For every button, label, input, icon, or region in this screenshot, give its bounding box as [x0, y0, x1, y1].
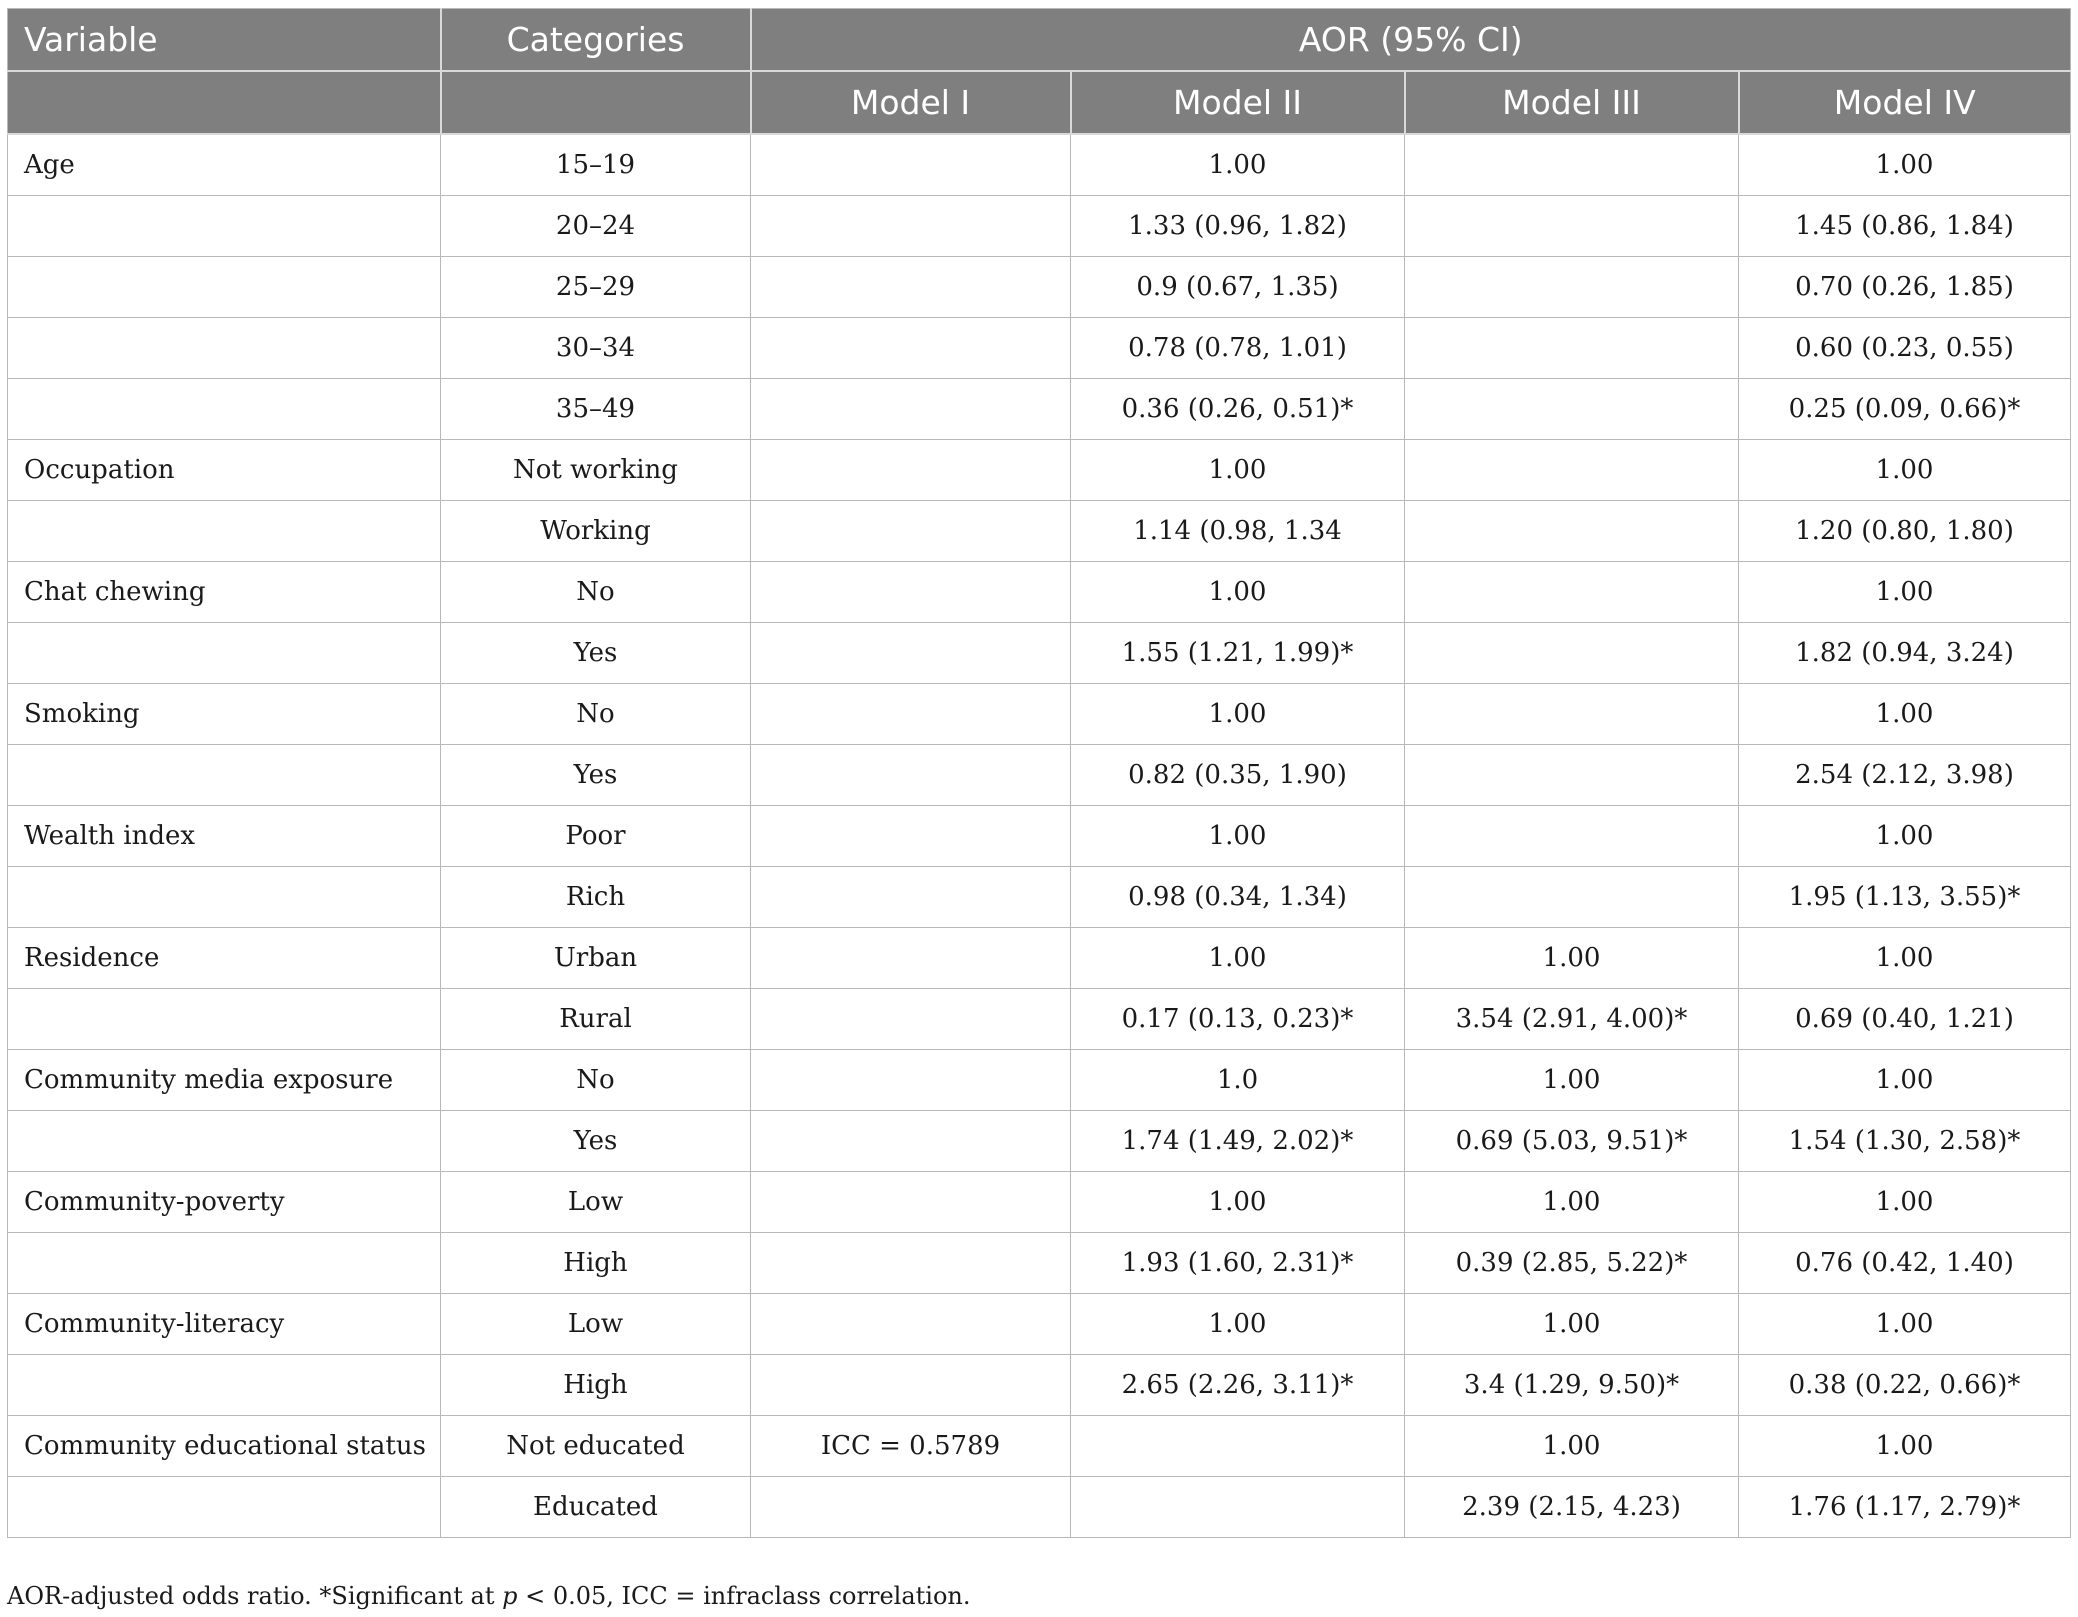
cell-model-2: 2.65 (2.26, 3.11)* — [1071, 1355, 1405, 1416]
cell-model-4: 1.45 (0.86, 1.84) — [1739, 196, 2071, 257]
footnote-part-2: < 0.05, ICC = infraclass correlation. — [517, 1582, 971, 1610]
cell-model-4: 1.00 — [1739, 1172, 2071, 1233]
cell-category: 20–24 — [441, 196, 751, 257]
cell-model-2: 1.00 — [1071, 1294, 1405, 1355]
table-row — [8, 379, 2071, 440]
cell-model-3: 0.39 (2.85, 5.22)* — [1405, 1233, 1739, 1294]
cell-category: Low — [441, 1294, 751, 1355]
table-row — [8, 257, 2071, 318]
cell-category: Educated — [441, 1477, 751, 1538]
cell-model-2: 1.33 (0.96, 1.82) — [1071, 196, 1405, 257]
cell-model-1 — [751, 867, 1071, 928]
cell-category: 30–34 — [441, 318, 751, 379]
cell-model-1 — [751, 379, 1071, 440]
cell-model-4: 0.60 (0.23, 0.55) — [1739, 318, 2071, 379]
cell-category: Not educated — [441, 1416, 751, 1477]
cell-category: Rural — [441, 989, 751, 1050]
cell-variable — [8, 745, 441, 806]
cell-model-1 — [751, 134, 1071, 196]
table-row — [8, 562, 2071, 623]
cell-category: No — [441, 1050, 751, 1111]
cell-model-1 — [751, 806, 1071, 867]
cell-model-3 — [1405, 745, 1739, 806]
cell-model-3: 1.00 — [1405, 1050, 1739, 1111]
cell-model-4: 0.76 (0.42, 1.40) — [1739, 1233, 2071, 1294]
table-row — [8, 134, 2071, 196]
header-row-1 — [8, 9, 2071, 72]
table-row — [8, 745, 2071, 806]
cell-model-4: 1.00 — [1739, 562, 2071, 623]
cell-model-2: 1.00 — [1071, 562, 1405, 623]
cell-variable: Residence — [8, 928, 441, 989]
header-model-1: Model I — [751, 71, 1071, 134]
table-row — [8, 989, 2071, 1050]
cell-model-3 — [1405, 806, 1739, 867]
header-model-2: Model II — [1071, 71, 1405, 134]
cell-model-2: 1.00 — [1071, 134, 1405, 196]
cell-model-1 — [751, 1050, 1071, 1111]
cell-model-1 — [751, 1172, 1071, 1233]
table-body — [8, 134, 2071, 1538]
cell-model-3 — [1405, 318, 1739, 379]
cell-model-1: ICC = 0.5789 — [751, 1416, 1071, 1477]
cell-model-2: 1.00 — [1071, 440, 1405, 501]
table-footnote — [7, 1582, 970, 1610]
cell-model-3: 2.39 (2.15, 4.23) — [1405, 1477, 1739, 1538]
cell-model-2 — [1071, 1477, 1405, 1538]
cell-category: Yes — [441, 745, 751, 806]
cell-variable — [8, 1233, 441, 1294]
cell-variable: Community-literacy — [8, 1294, 441, 1355]
table-row — [8, 1294, 2071, 1355]
cell-variable: Occupation — [8, 440, 441, 501]
cell-model-2: 0.9 (0.67, 1.35) — [1071, 257, 1405, 318]
cell-category: Poor — [441, 806, 751, 867]
cell-model-1 — [751, 257, 1071, 318]
cell-model-2: 0.78 (0.78, 1.01) — [1071, 318, 1405, 379]
cell-model-4: 1.00 — [1739, 684, 2071, 745]
cell-category: High — [441, 1233, 751, 1294]
cell-model-1 — [751, 623, 1071, 684]
header-blank-categories — [441, 71, 751, 134]
cell-model-2: 1.00 — [1071, 1172, 1405, 1233]
cell-model-4: 1.00 — [1739, 1416, 2071, 1477]
cell-model-3: 3.54 (2.91, 4.00)* — [1405, 989, 1739, 1050]
table-row — [8, 867, 2071, 928]
cell-category: High — [441, 1355, 751, 1416]
cell-model-1 — [751, 989, 1071, 1050]
cell-model-4: 0.70 (0.26, 1.85) — [1739, 257, 2071, 318]
cell-category: Low — [441, 1172, 751, 1233]
cell-variable: Age — [8, 134, 441, 196]
cell-model-2: 1.74 (1.49, 2.02)* — [1071, 1111, 1405, 1172]
cell-variable: Community-poverty — [8, 1172, 441, 1233]
table-row — [8, 1416, 2071, 1477]
table-row — [8, 684, 2071, 745]
cell-variable: Chat chewing — [8, 562, 441, 623]
table-row — [8, 1233, 2071, 1294]
cell-category: 25–29 — [441, 257, 751, 318]
cell-model-4: 1.00 — [1739, 928, 2071, 989]
cell-model-3: 0.69 (5.03, 9.51)* — [1405, 1111, 1739, 1172]
cell-model-1 — [751, 501, 1071, 562]
cell-variable: Community media exposure — [8, 1050, 441, 1111]
table-header — [8, 9, 2071, 135]
aor-table — [7, 8, 2071, 1538]
header-variable: Variable — [8, 9, 441, 72]
cell-category: 15–19 — [441, 134, 751, 196]
cell-category: Not working — [441, 440, 751, 501]
cell-variable — [8, 196, 441, 257]
header-model-3: Model III — [1405, 71, 1739, 134]
cell-variable — [8, 501, 441, 562]
cell-model-3: 3.4 (1.29, 9.50)* — [1405, 1355, 1739, 1416]
cell-model-1 — [751, 196, 1071, 257]
cell-model-3: 1.00 — [1405, 1294, 1739, 1355]
cell-model-4: 1.20 (0.80, 1.80) — [1739, 501, 2071, 562]
cell-model-3 — [1405, 562, 1739, 623]
cell-category: Rich — [441, 867, 751, 928]
cell-model-4: 1.82 (0.94, 3.24) — [1739, 623, 2071, 684]
cell-variable — [8, 257, 441, 318]
cell-category: Urban — [441, 928, 751, 989]
table-row — [8, 1355, 2071, 1416]
cell-model-4: 2.54 (2.12, 3.98) — [1739, 745, 2071, 806]
cell-model-2: 1.55 (1.21, 1.99)* — [1071, 623, 1405, 684]
cell-model-1 — [751, 1233, 1071, 1294]
cell-variable: Smoking — [8, 684, 441, 745]
cell-category: 35–49 — [441, 379, 751, 440]
header-model-4: Model IV — [1739, 71, 2071, 134]
cell-model-1 — [751, 1294, 1071, 1355]
cell-model-4: 0.25 (0.09, 0.66)* — [1739, 379, 2071, 440]
cell-model-3 — [1405, 134, 1739, 196]
cell-model-4: 1.00 — [1739, 806, 2071, 867]
cell-model-2: 1.00 — [1071, 928, 1405, 989]
cell-variable — [8, 1355, 441, 1416]
cell-model-2: 0.36 (0.26, 0.51)* — [1071, 379, 1405, 440]
cell-variable — [8, 989, 441, 1050]
cell-model-1 — [751, 684, 1071, 745]
cell-model-4: 1.00 — [1739, 134, 2071, 196]
cell-model-3 — [1405, 257, 1739, 318]
cell-model-4: 1.95 (1.13, 3.55)* — [1739, 867, 2071, 928]
table-row — [8, 1172, 2071, 1233]
table-row — [8, 928, 2071, 989]
header-categories: Categories — [441, 9, 751, 72]
cell-model-2: 1.00 — [1071, 684, 1405, 745]
cell-model-3 — [1405, 379, 1739, 440]
cell-variable — [8, 318, 441, 379]
cell-model-1 — [751, 1355, 1071, 1416]
cell-category: No — [441, 562, 751, 623]
cell-variable — [8, 623, 441, 684]
cell-category: No — [441, 684, 751, 745]
cell-variable: Community educational status — [8, 1416, 441, 1477]
table-row — [8, 806, 2071, 867]
cell-model-3 — [1405, 440, 1739, 501]
cell-model-2 — [1071, 1416, 1405, 1477]
footnote-part-1: AOR-adjusted odds ratio. *Significant at — [7, 1582, 503, 1610]
cell-model-4: 1.00 — [1739, 1050, 2071, 1111]
header-aor: AOR (95% CI) — [751, 9, 2071, 72]
cell-category: Working — [441, 501, 751, 562]
cell-model-4: 0.69 (0.40, 1.21) — [1739, 989, 2071, 1050]
cell-model-2: 1.0 — [1071, 1050, 1405, 1111]
results-table-container — [7, 8, 2070, 1538]
cell-model-1 — [751, 1111, 1071, 1172]
cell-model-2: 0.82 (0.35, 1.90) — [1071, 745, 1405, 806]
cell-model-1 — [751, 928, 1071, 989]
table-row — [8, 440, 2071, 501]
cell-model-2: 0.98 (0.34, 1.34) — [1071, 867, 1405, 928]
cell-model-1 — [751, 562, 1071, 623]
cell-model-4: 1.76 (1.17, 2.79)* — [1739, 1477, 2071, 1538]
cell-model-4: 1.54 (1.30, 2.58)* — [1739, 1111, 2071, 1172]
cell-model-1 — [751, 440, 1071, 501]
cell-model-3: 1.00 — [1405, 1416, 1739, 1477]
cell-category: Yes — [441, 1111, 751, 1172]
cell-variable — [8, 867, 441, 928]
table-row — [8, 1050, 2071, 1111]
cell-model-3 — [1405, 867, 1739, 928]
cell-variable — [8, 379, 441, 440]
cell-model-2: 1.93 (1.60, 2.31)* — [1071, 1233, 1405, 1294]
cell-model-1 — [751, 318, 1071, 379]
table-row — [8, 318, 2071, 379]
cell-model-1 — [751, 1477, 1071, 1538]
cell-model-4: 1.00 — [1739, 1294, 2071, 1355]
header-blank-variable — [8, 71, 441, 134]
table-row — [8, 1111, 2071, 1172]
cell-model-3 — [1405, 623, 1739, 684]
cell-model-1 — [751, 745, 1071, 806]
cell-model-3 — [1405, 501, 1739, 562]
footnote-p: p — [502, 1582, 518, 1610]
cell-category: Yes — [441, 623, 751, 684]
cell-model-3 — [1405, 196, 1739, 257]
cell-model-4: 1.00 — [1739, 440, 2071, 501]
header-row-2 — [8, 71, 2071, 134]
cell-model-3: 1.00 — [1405, 928, 1739, 989]
cell-variable — [8, 1111, 441, 1172]
table-row — [8, 196, 2071, 257]
cell-variable: Wealth index — [8, 806, 441, 867]
cell-model-2: 1.00 — [1071, 806, 1405, 867]
cell-model-3 — [1405, 684, 1739, 745]
table-row — [8, 623, 2071, 684]
cell-model-4: 0.38 (0.22, 0.66)* — [1739, 1355, 2071, 1416]
cell-variable — [8, 1477, 441, 1538]
cell-model-2: 0.17 (0.13, 0.23)* — [1071, 989, 1405, 1050]
table-row — [8, 1477, 2071, 1538]
cell-model-3: 1.00 — [1405, 1172, 1739, 1233]
cell-model-2: 1.14 (0.98, 1.34 — [1071, 501, 1405, 562]
table-row — [8, 501, 2071, 562]
